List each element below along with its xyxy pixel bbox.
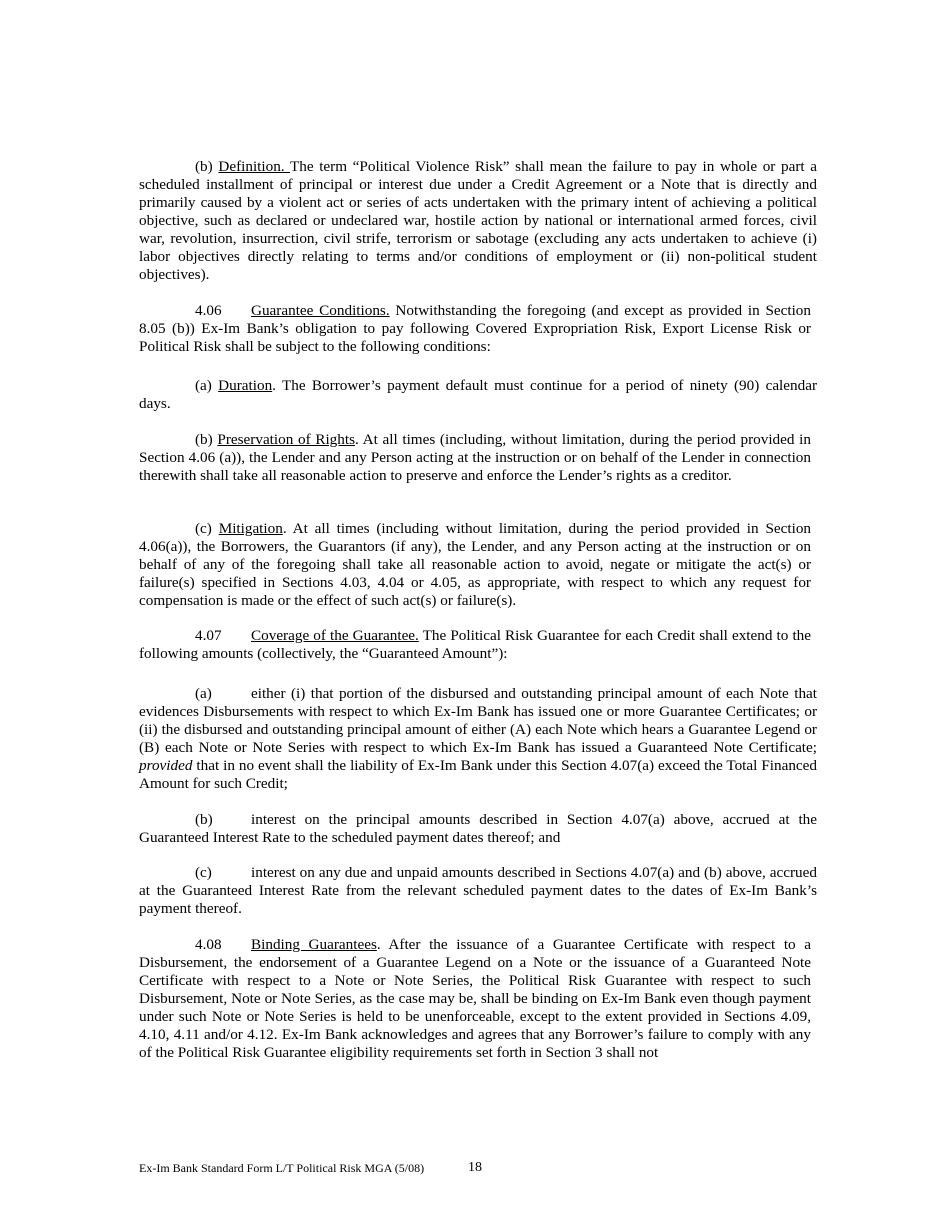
paragraph-text: interest on any due and unpaid amounts described in Sections 4.07(a) and (b) above, accrued at the Guaranteed Interest Rate from the relevant scheduled payment dates to the dates of Ex-Im Bank’s payment thereof.	[139, 864, 817, 917]
italic-term: provided	[139, 757, 193, 774]
item-lead: (a)	[195, 685, 212, 702]
paragraph-text: Notwithstanding the foregoing (and except as provided in Section 8.05 (b)) Ex-Im Bank’s obligation to pay following Covered Expropriation Risk, Export License Risk or Political Risk shall be subject to the following conditions:	[139, 302, 811, 355]
item-lead: (a)	[195, 377, 219, 394]
paragraph-4-07-a	[139, 685, 817, 793]
item-lead: (b)	[195, 811, 213, 828]
section-heading: Preservation of Rights	[217, 431, 355, 448]
item-lead: (b)	[195, 158, 219, 175]
paragraph-text-continued: that in no event shall the liability of Ex-Im Bank under this Section 4.07(a) exceed the Total Financed Amount for such Credit;	[139, 757, 817, 792]
section-heading: Definition.	[218, 158, 290, 175]
section-number: 4.07	[195, 627, 222, 644]
section-heading: Binding Guarantees	[251, 936, 377, 953]
section-heading: Duration	[218, 377, 273, 394]
paragraph-4-07-b	[139, 811, 817, 847]
section-number: 4.06	[195, 302, 222, 319]
section-4-08	[139, 936, 811, 1062]
paragraph-text: The Political Risk Guarantee for each Credit shall extend to the following amounts (collectively, the “Guaranteed Amount”):	[139, 627, 811, 662]
page-number: 18	[468, 1160, 482, 1175]
paragraph-duration	[139, 377, 817, 413]
paragraph-text: . After the issuance of a Guarantee Certificate with respect to a Disbursement, the endorsement of a Guarantee Legend on a Note or the issuance of a Guaranteed Note Certificate with respect to a Note or Note Series, the Political Risk Guarantee with respect to such Disbursement, Note or Note Series, as the case may be, shall be binding on Ex-Im Bank even though payment under such Note or Note Series is held to be unenforceable, except to the extent provided in Sections 4.09, 4.10, 4.11 and/or 4.12. Ex-Im Bank acknowledges and agrees that any Borrower’s failure to comply with any of the Political Risk Guarantee eligibility requirements set forth in Section 3 shall not	[139, 936, 811, 1061]
footer-form-title: Ex-Im Bank Standard Form L/T Political Risk MGA (5/08)	[139, 1161, 425, 1175]
section-heading: Coverage of the Guarantee.	[251, 627, 419, 644]
item-lead: (b)	[195, 431, 218, 448]
paragraph-political-violence-definition	[139, 158, 817, 284]
paragraph-text: . At all times (including without limitation, during the period provided in Section 4.06(a)), the Borrowers, the Guarantors (if any), the Lender, and any Person acting at the instruction or on behalf of any of the foregoing shall take all reasonable action to avoid, negate or mitigate the act(s) or failure(s) specified in Sections 4.03, 4.04 or 4.05, as appropriate, with respect to which any request for compensation is made or the effect of such act(s) or failure(s).	[139, 520, 812, 609]
paragraph-text: interest on the principal amounts described in Section 4.07(a) above, accrued at the Guaranteed Interest Rate to the scheduled payment dates thereof; and	[139, 811, 817, 846]
section-number: 4.08	[195, 936, 222, 953]
item-lead: (c)	[195, 520, 219, 537]
section-4-07	[139, 627, 811, 663]
section-4-06	[139, 302, 811, 356]
item-lead: (c)	[195, 864, 212, 881]
paragraph-preservation-of-rights	[139, 431, 811, 485]
paragraph-4-07-c	[139, 864, 817, 918]
paragraph-text: The term “Political Violence Risk” shall mean the failure to pay in whole or part a scheduled installment of principal or interest due under a Credit Agreement or a Note that is directly and primarily caused by a violent act or series of acts undertaken with the primary intent of achieving a political objective, such as declared or undeclared war, hostile action by national or international armed forces, civil war, revolution, insurrection, civil strife, terrorism or sabotage (excluding any acts undertaken to achieve (i) labor objectives directly relating to terms and/or conditions of employment or (ii) non-political student objectives).	[139, 158, 817, 283]
section-heading: Guarantee Conditions.	[251, 302, 390, 319]
section-heading: Mitigation	[218, 520, 283, 537]
paragraph-text: . The Borrower’s payment default must continue for a period of ninety (90) calendar days.	[139, 377, 818, 412]
paragraph-text: either (i) that portion of the disbursed and outstanding principal amount of each Note that evidences Disbursements with respect to which Ex-Im Bank has issued one or more Guarantee Certificates; or (ii) the disbursed and outstanding principal amount of either (A) each Note which hears a Guarantee Legend or (B) each Note or Note Series with respect to which Ex-Im Bank has issued a Guaranteed Note Certificate;	[139, 685, 817, 756]
paragraph-text: . At all times (including, without limitation, during the period provided in Section 4.06 (a)), the Lender and any Person acting at the instruction or on behalf of the Lender in connection therewith shall take all reasonable action to preserve and enforce the Lender’s rights as a creditor.	[139, 431, 811, 484]
paragraph-mitigation	[139, 520, 811, 610]
